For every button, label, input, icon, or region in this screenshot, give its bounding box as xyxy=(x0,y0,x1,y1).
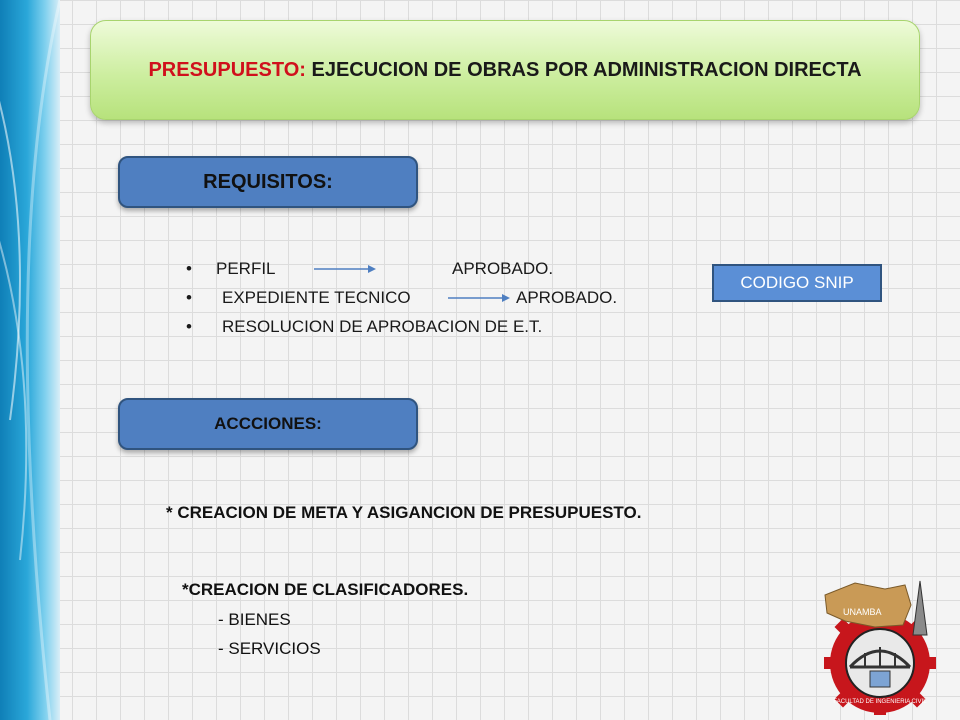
list-item xyxy=(186,283,646,312)
req-item-left: PERFIL xyxy=(216,259,276,278)
list-item xyxy=(186,254,646,283)
arrow-right-icon xyxy=(314,262,376,276)
accion-item xyxy=(182,580,468,600)
list-item xyxy=(186,312,646,341)
req-item-left: RESOLUCION DE APROBACION DE E.T. xyxy=(222,317,543,336)
bullet-icon: • xyxy=(186,317,192,336)
sub-item-servicios: - SERVICIOS xyxy=(218,639,321,658)
sub-item-bienes: - BIENES xyxy=(218,610,291,629)
page-title xyxy=(148,59,861,82)
accion-item: * CREACION DE META Y ASIGANCION DE PRESUPUESTO. xyxy=(166,503,642,522)
title-main: EJECUCION DE OBRAS POR ADMINISTRACION DIRECTA xyxy=(311,58,862,81)
title-banner xyxy=(90,20,920,120)
logo-ring-text: FACULTAD DE INGENIERIA CIVIL xyxy=(833,699,927,705)
arrow-right-icon xyxy=(448,291,510,305)
title-prefix: PRESUPUESTO: xyxy=(148,58,306,81)
accion-item-text: *CREACION DE CLASIFICADORES. xyxy=(182,580,469,599)
left-decorative-band xyxy=(0,0,60,720)
acciones-heading: ACCCIONES: xyxy=(118,398,418,450)
req-item-left: EXPEDIENTE TECNICO xyxy=(222,288,411,307)
faculty-logo xyxy=(815,575,945,715)
codigo-snip-box: CODIGO SNIP xyxy=(712,264,882,302)
logo-banner-text: UNAMBA xyxy=(843,607,882,617)
bullet-icon: • xyxy=(186,259,192,278)
requisitos-list xyxy=(186,254,646,341)
bullet-icon: • xyxy=(186,288,192,307)
requisitos-heading: REQUISITOS: xyxy=(118,156,418,208)
req-item-right: APROBADO. xyxy=(516,288,618,307)
req-item-right: APROBADO. xyxy=(452,259,554,278)
band-swoosh-graphic xyxy=(0,0,60,720)
